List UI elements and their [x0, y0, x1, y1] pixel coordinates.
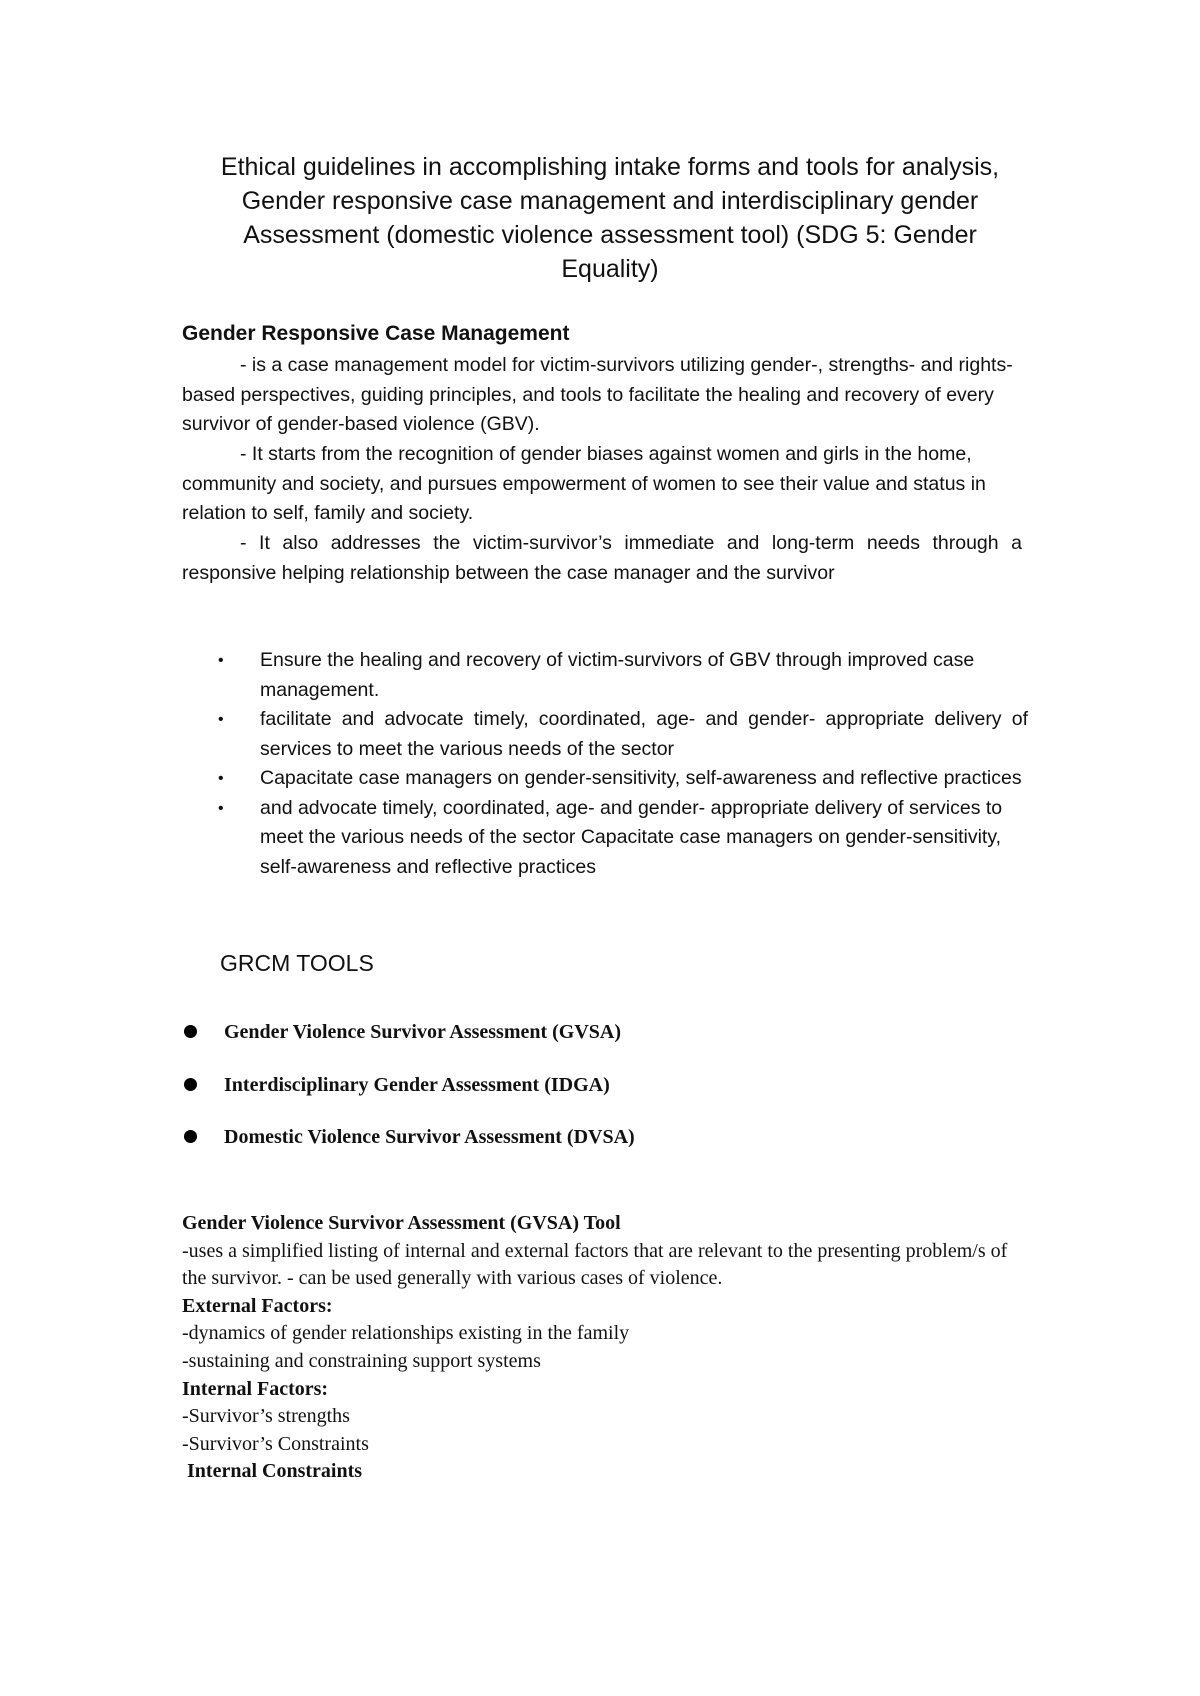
bullet-icon: • — [218, 799, 224, 817]
bullet-icon — [184, 1025, 197, 1038]
internal-factors-heading: Internal Factors: — [182, 1377, 329, 1400]
paragraph-addresses — [182, 529, 1022, 588]
bullet-icon: • — [218, 711, 224, 728]
paragraph-recognition — [182, 440, 1022, 529]
title-line: Assessment (domestic violence assessment tool) (SDG 5: Gender — [243, 221, 977, 249]
list-item: Interdisciplinary Gender Assessment (IDGA) — [184, 1073, 635, 1126]
paragraph-definition — [182, 351, 1022, 440]
internal-factor-item: -Survivor’s strengths — [182, 1405, 350, 1428]
list-item: • and advocate timely, coordinated, age- and gender- appropriate delivery of services to meet the various needs of the sector Capacitate case managers on gender-sensitivity, self-awareness and reflective practices — [218, 794, 1028, 883]
bullet-icon — [184, 1130, 197, 1143]
external-factor-item: -sustaining and constraining support systems — [182, 1349, 541, 1372]
objectives-list — [218, 646, 1028, 882]
list-item: • Ensure the healing and recovery of victim-survivors of GBV through improved case management. — [218, 646, 1028, 705]
gvsa-heading: Gender Violence Survivor Assessment (GVSA) Tool — [182, 1212, 621, 1234]
list-item: • facilitate and advocate timely, coordinated, age- and gender- appropriate delivery of services to meet the various needs of the sector — [218, 705, 1028, 764]
title-line: Gender responsive case management and interdisciplinary gender — [241, 187, 979, 215]
list-item: Domestic Violence Survivor Assessment (DVSA) — [184, 1125, 635, 1178]
title-line: Equality) — [561, 255, 659, 283]
internal-factor-item: -Survivor’s Constraints — [182, 1432, 369, 1455]
bullet-icon: • — [218, 770, 224, 787]
external-factor-item: -dynamics of gender relationships existing in the family — [182, 1322, 630, 1345]
list-item: Gender Violence Survivor Assessment (GVSA) — [184, 1020, 635, 1073]
external-factors-heading: External Factors: — [182, 1294, 333, 1317]
gvsa-section — [182, 1210, 1022, 1486]
paragraph-text: - It starts from the recognition of gender biases against women and girls in the home, community and society, and pursues empowerment of women to see their value and status in relation to self, family and society. — [182, 443, 986, 524]
bullet-icon: • — [218, 652, 224, 669]
document-title — [180, 150, 1040, 286]
gvsa-description: -uses a simplified listing of internal and external factors that are relevant to the presenting problem/s of the survivor. - can be used generally with various cases of violence. — [182, 1239, 1008, 1290]
bullet-icon — [184, 1078, 197, 1091]
title-line: Ethical guidelines in accomplishing intake forms and tools for analysis, — [220, 153, 1000, 181]
list-item: • Capacitate case managers on gender-sensitivity, self-awareness and reflective practices — [218, 764, 1028, 794]
internal-constraints-heading: Internal Constraints — [187, 1460, 363, 1483]
paragraph-text: - is a case management model for victim-survivors utilizing gender-, strengths- and rights-based perspectives, guiding principles, and tools to facilitate the healing and recovery of every survivor of gender-based violence (GBV). — [182, 354, 1013, 435]
section-heading: Gender Responsive Case Management — [182, 322, 570, 345]
grcm-tools-heading: GRCM TOOLS — [220, 950, 374, 976]
grcm-tools-list — [184, 1020, 635, 1178]
paragraph-text: - It also addresses the victim-survivor’s immediate and long-term needs through a responsive helping relationship between the case manager and the survivor — [182, 532, 1022, 584]
